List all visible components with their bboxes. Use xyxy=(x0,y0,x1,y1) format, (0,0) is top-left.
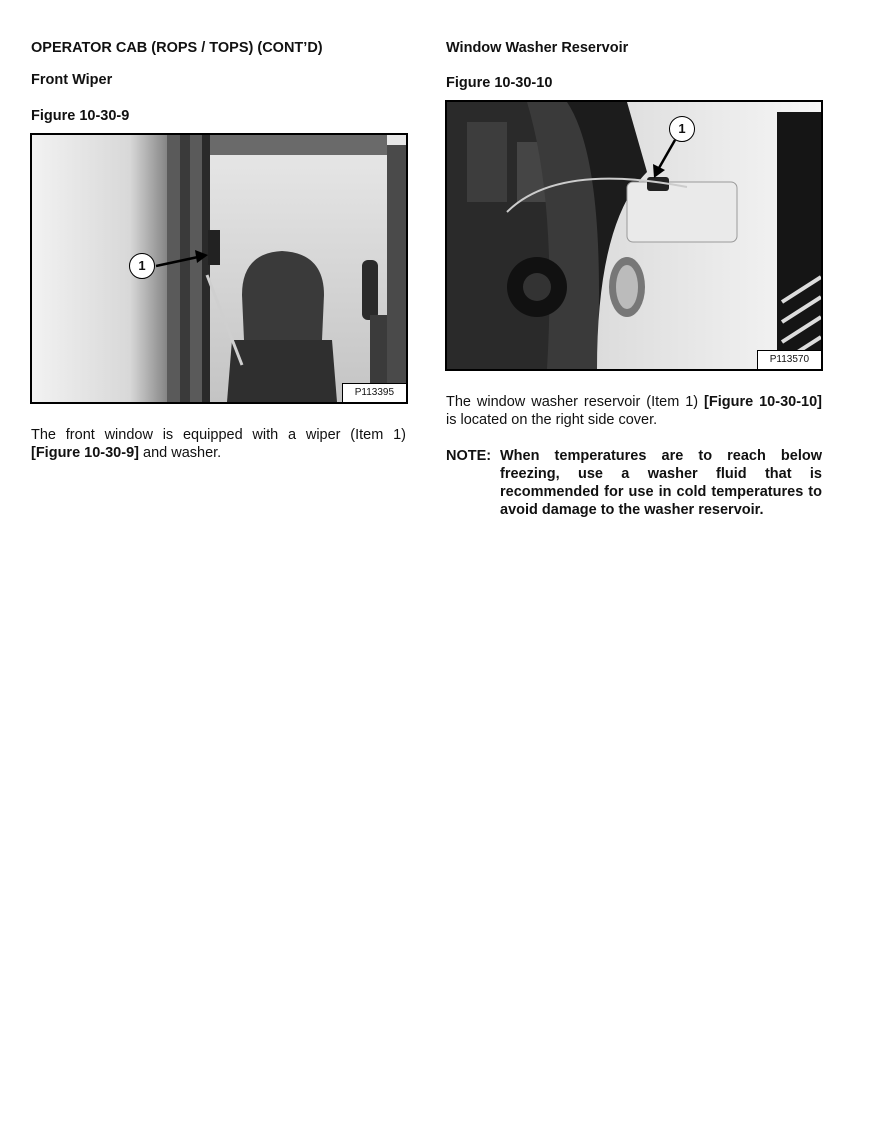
paragraph-text-end: and washer. xyxy=(138,445,222,461)
figure-label-10-30-10: Figure 10-30-10 xyxy=(446,75,553,91)
photo-id: P113570 xyxy=(757,350,821,369)
callout-arrow xyxy=(32,135,406,402)
note-label: NOTE: xyxy=(446,448,492,464)
callout-arrow xyxy=(447,102,821,369)
figure-reference: [Figure 10-30-10] xyxy=(704,394,822,410)
washer-reservoir-figure xyxy=(445,100,823,371)
figure-label-10-30-9: Figure 10-30-9 xyxy=(31,108,130,124)
paragraph-text: The window washer reservoir (Item 1) xyxy=(446,394,705,410)
paragraph-text-end: is located on the right side cover. xyxy=(446,412,658,428)
reservoir-paragraph xyxy=(446,393,822,429)
window-washer-heading: Window Washer Reservoir xyxy=(446,40,629,56)
front-wiper-figure xyxy=(30,133,408,404)
callout-item-1: 1 xyxy=(669,116,695,142)
section-title: OPERATOR CAB (ROPS / TOPS) (CONT’D) xyxy=(31,40,323,56)
note-text: When temperatures are to reach below freezing, use a washer fluid that is recommended for use in cold temperatures to avoid damage to the washer reservoir. xyxy=(500,448,822,518)
paragraph-text: The front window is equipped with a wiper (Item 1) xyxy=(31,427,406,443)
front-wiper-heading: Front Wiper xyxy=(31,72,113,88)
front-wiper-paragraph xyxy=(31,426,406,462)
photo-id: P113395 xyxy=(342,383,406,402)
figure-reference: [Figure 10-30-9] xyxy=(31,445,139,461)
callout-item-1: 1 xyxy=(129,253,155,279)
